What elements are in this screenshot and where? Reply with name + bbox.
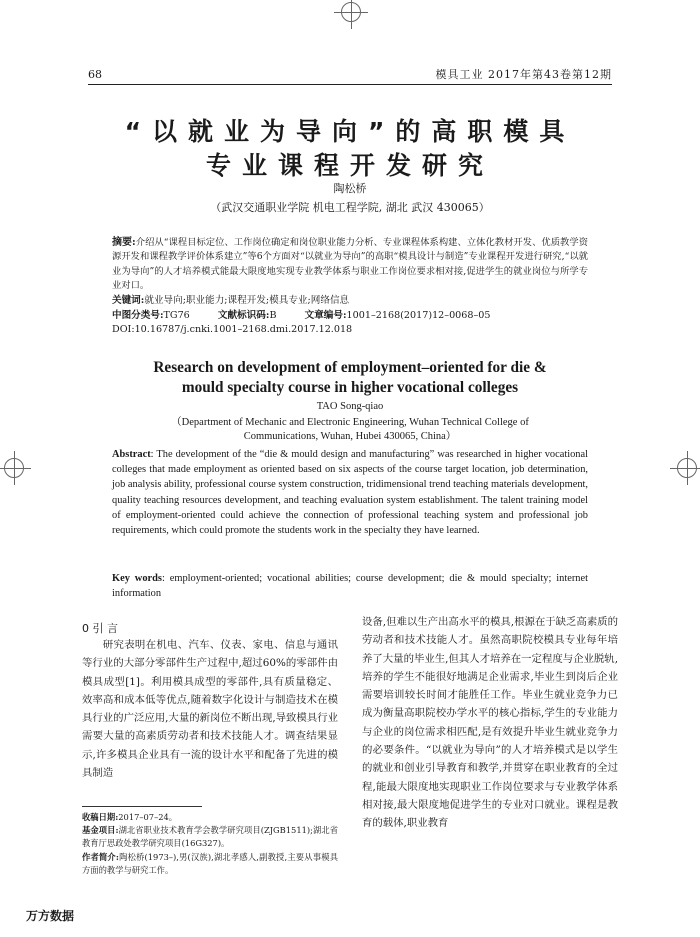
doi: DOI:10.16787/j.cnki.1001–2168.dmi.2017.12.018 (112, 324, 353, 335)
affiliation-en-line1: （Department of Mechanic and Electronic Engineering, Wuhan Technical College of (171, 417, 529, 428)
footnote-received (82, 811, 338, 824)
journal-header: 模具工业 2017年第43卷第12期 (435, 68, 612, 81)
affiliation-en-line2: Communications, Wuhan, Hubei 430065, China） (243, 431, 457, 442)
author-en: TAO Song-qiao (316, 401, 384, 412)
header-rule (88, 84, 612, 85)
page-title-en (80, 358, 620, 398)
keywords-cn-text: 就业导向;职业能力;课程开发;模具专业;网络信息 (144, 295, 350, 306)
abstract-en-text: : The development of the “die & mould design and manufacturing” was researched in higher vocational colleges that made employment as oriented based on six aspects of the course target location, job determination, job analysis ability, professional course system construction, tridimensional trend teaching materials development, quality teaching resources development, and teaching evaluation system establishment. The talent training model of employment-oriented could achieve the connection of professional teaching system and professional job requirements, which could promote the students work in the specialty they have learned. (112, 449, 588, 537)
section-heading: 0 引 言 (82, 622, 118, 635)
watermark: 万方数据 (26, 909, 75, 923)
abstract-cn-label: 摘要: (112, 237, 136, 248)
title-cn-line1: “以就业为导向”的高职模具 (124, 117, 576, 146)
keywords-en (112, 571, 588, 601)
received-label: 收稿日期: (82, 812, 119, 822)
title-cn-line2: 专业课程开发研究 (205, 151, 494, 180)
keywords-en-label: Key words (112, 573, 162, 584)
doc-code-value: B (269, 310, 277, 321)
body-text-right: 设备,但难以生产出高水平的模具,根源在于缺乏高素质的劳动者和技术技能人才。虽然高职院校模具专业每年培养了大量的毕业生,但其人才培养在一定程度与企业脱轨,培养的学生不能很好地满足企业需求,毕业生到岗后企业需要培训较长时间才能胜任工作。毕业生就业竞争力已成为衡量高职院校办学水平的核心指标,学生的专业能力与企业的岗位需求相匹配,是有效提升毕业生就业竞争力的必要条件。“以就业为导向”的人才培养模式是以学生的就业和创业引导教育和教学,并贯穿在职业教育的全过程,能最大限度地实现职业工作岗位要求与专业教学体系相对接,最大限度地促进学生的专业对口就业。课程是教育的载体,职业教育 (362, 616, 618, 830)
footnote-fund (82, 824, 338, 850)
received-value: 2017–07–24。 (118, 812, 178, 822)
title-en-line1: Research on development of employment–oriented for die & (153, 359, 547, 376)
author-bio-label: 作者简介: (82, 851, 119, 862)
fund-value: 湖北省职业技术教育学会教学研究项目(ZJGB1511);湖北省教育厅思政处教学研究项目(16G327)。 (82, 825, 338, 849)
keywords-cn (112, 294, 602, 308)
abstract-en (112, 447, 588, 538)
abstract-en-label: Abstract (112, 449, 151, 460)
title-en-line2: mould specialty course in higher vocational colleges (181, 379, 519, 396)
footnote-author (82, 851, 338, 877)
fund-label: 基金项目: (82, 825, 119, 836)
footnote-rule (82, 806, 202, 807)
article-number-value: 1001–2168(2017)12–0068–05 (346, 310, 491, 321)
affiliation-cn: （武汉交通职业学院 机电工程学院, 湖北 武汉 430065） (210, 201, 490, 214)
body-text-left: 研究表明在机电、汽车、仪表、家电、信息与通讯等行业的大部分零部件生产过程中,超过60%的零部件由模具成型[1]。利用模具成型的零部件,具有质量稳定、效率高和成本低等优点,随着数字化设计与制造技术在模具行业的广泛应用,大量的新岗位不断出现,导致模具行业需要大量的高素质劳动者和技术技能人才。调查结果显示,许多模具企业具有一流的设计水平和配备了先进的模具制造 (82, 639, 338, 780)
clc-label: 中图分类号: (112, 310, 164, 321)
registration-mark-left-icon (4, 458, 24, 478)
page-title-cn (0, 115, 700, 183)
affiliation-en (120, 416, 580, 444)
author-cn: 陶松桥 (333, 182, 367, 195)
classification-line (112, 309, 602, 323)
keywords-cn-label: 关键词: (112, 295, 145, 306)
abstract-cn (112, 236, 588, 293)
clc-value: TG76 (163, 310, 190, 321)
page-number: 68 (88, 68, 102, 81)
registration-mark-right-icon (677, 458, 697, 478)
footnotes (82, 811, 338, 877)
registration-mark-top-icon (341, 2, 361, 22)
author-bio-value: 陶松桥(1973–),男(汉族),湖北孝感人,副教授,主要从事模具方面的教学与研究工作。 (82, 851, 338, 875)
abstract-cn-text: 介绍从“课程目标定位、工作岗位确定和岗位职业能力分析、专业课程体系构建、立体化教材开发、优质教学资源开发和课程教学评价体系建立”等6个方面对“以就业为导向”的高职“模具设计与制造”专业课程开发进行研究,“以就业为导向”的人才培养模式能最大限度地实现专业教学体系与职业工作岗位要求相对接,促进学生的就业岗位与所学专业对口。 (112, 237, 588, 291)
article-number-label: 文章编号: (304, 310, 347, 321)
doc-code-label: 文献标识码: (217, 310, 270, 321)
keywords-en-text: : employment-oriented; vocational abilities; course development; die & mould specialty; internet information (112, 573, 588, 600)
